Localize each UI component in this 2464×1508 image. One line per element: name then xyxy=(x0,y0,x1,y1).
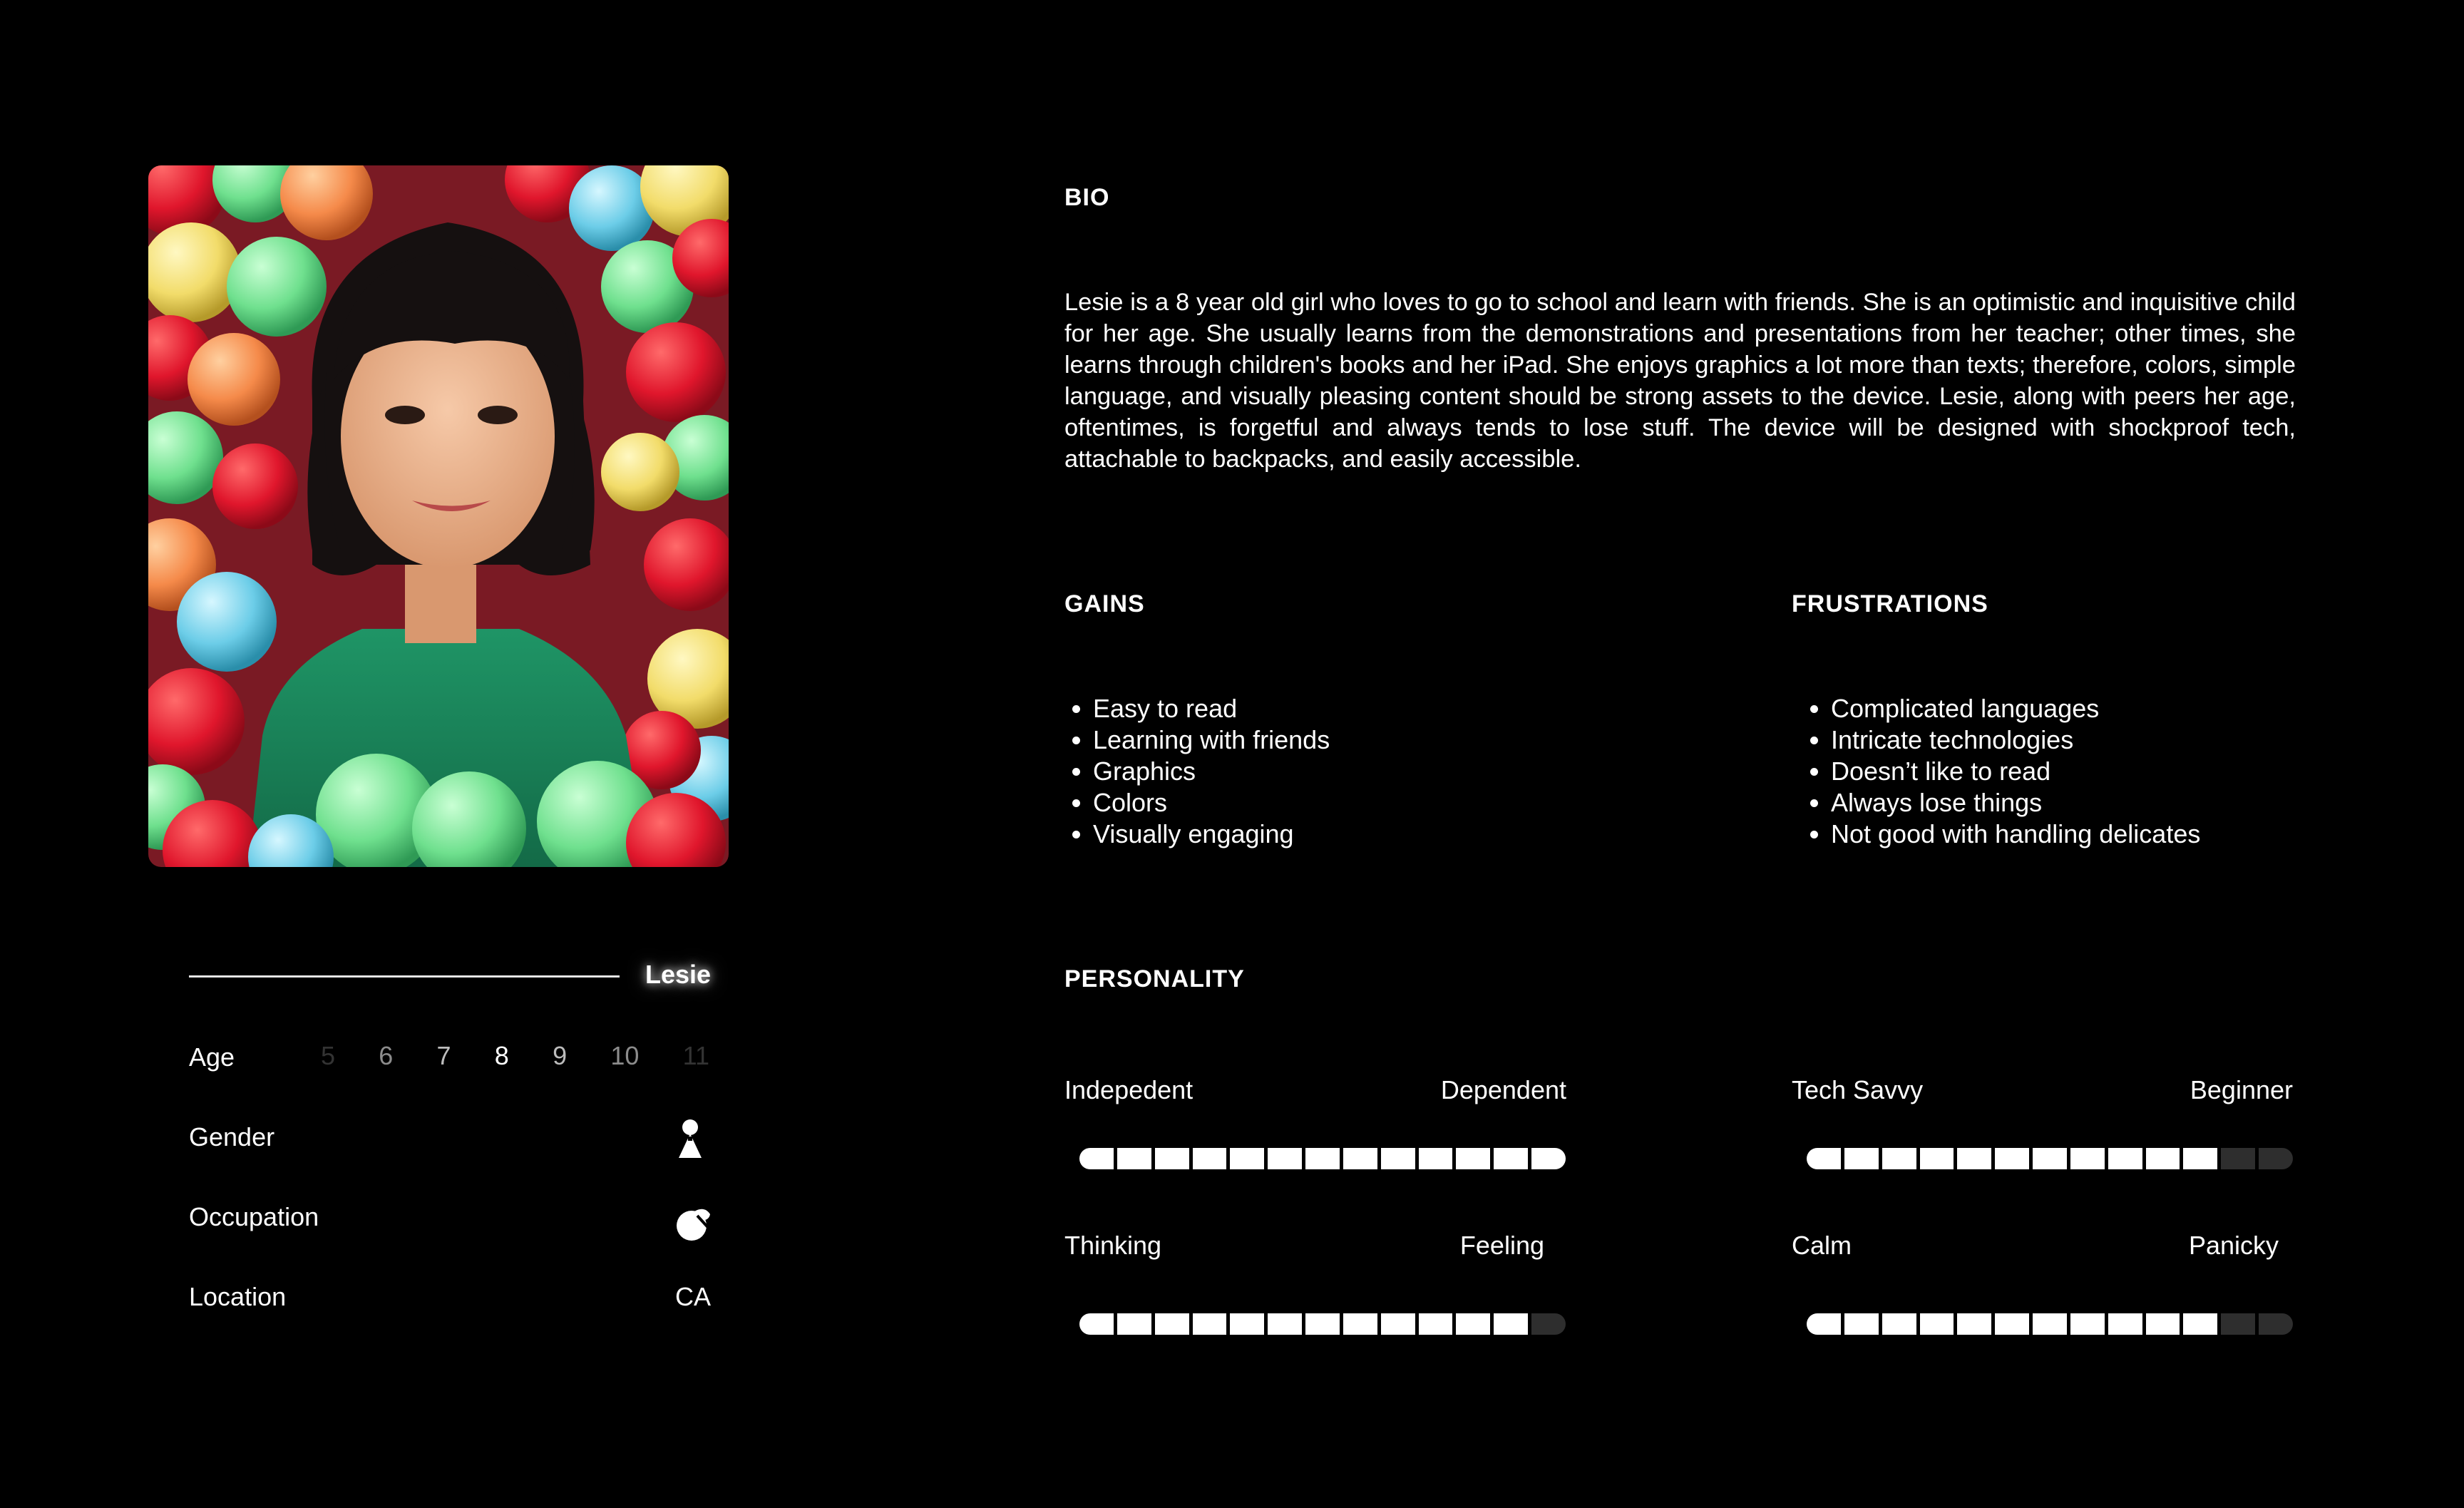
bar-segment-empty xyxy=(1531,1313,1566,1335)
bar-segment-empty xyxy=(2221,1148,2255,1169)
bar-segment-filled xyxy=(1995,1313,2029,1335)
age-option-selected[interactable]: 8 xyxy=(494,1041,509,1070)
bar-segment-filled xyxy=(1494,1313,1528,1335)
bar-segment-filled xyxy=(2146,1148,2180,1169)
bio-heading: BIO xyxy=(1064,184,1110,211)
bar-segment-filled xyxy=(2183,1313,2217,1335)
bar-segment-filled xyxy=(1117,1148,1151,1169)
bar-segment-filled xyxy=(2183,1148,2217,1169)
list-item: • Doesn’t like to read xyxy=(1831,756,2200,787)
trait-bar xyxy=(1807,1313,2293,1335)
bar-segment-filled xyxy=(2033,1148,2067,1169)
bar-segment-filled xyxy=(1995,1148,2029,1169)
trait-right-label: Dependent xyxy=(1440,1075,1566,1104)
age-option[interactable]: 7 xyxy=(436,1041,451,1070)
trait-left-label: Indepedent xyxy=(1064,1075,1194,1104)
gains-heading: GAINS xyxy=(1064,590,1145,617)
bar-segment-filled xyxy=(1155,1313,1189,1335)
age-option[interactable]: 10 xyxy=(610,1041,640,1070)
bar-segment-filled xyxy=(1844,1148,1879,1169)
bar-segment-filled xyxy=(1381,1148,1415,1169)
age-label: Age xyxy=(189,1042,235,1072)
trait-bar xyxy=(1079,1148,1566,1169)
bar-segment-filled xyxy=(1193,1313,1227,1335)
bar-segment-empty xyxy=(2221,1313,2255,1335)
bar-segment-filled xyxy=(1844,1313,1879,1335)
bar-segment-filled xyxy=(1456,1148,1490,1169)
bar-segment-filled xyxy=(1920,1148,1954,1169)
personality-heading: PERSONALITY xyxy=(1064,965,1245,992)
list-item: • Intricate technologies xyxy=(1831,724,2200,756)
bar-segment-filled xyxy=(1807,1313,1841,1335)
frustrations-heading: FRUSTRATIONS xyxy=(1792,590,1988,617)
bar-segment-filled xyxy=(1381,1313,1415,1335)
trait-bar xyxy=(1807,1148,2293,1169)
trait-right-label: Panicky xyxy=(2188,1231,2279,1260)
bar-segment-filled xyxy=(1230,1148,1264,1169)
list-item: • Colors xyxy=(1093,787,1330,819)
bar-segment-filled xyxy=(1882,1148,1916,1169)
list-item: • Visually engaging xyxy=(1093,819,1330,850)
trait-bar xyxy=(1079,1313,1566,1335)
bar-segment-filled xyxy=(1343,1148,1377,1169)
bar-segment-filled xyxy=(1155,1148,1189,1169)
bar-segment-filled xyxy=(1079,1313,1114,1335)
age-option[interactable]: 6 xyxy=(379,1041,394,1070)
bar-segment-filled xyxy=(1305,1148,1340,1169)
bar-segment-filled xyxy=(1957,1313,1991,1335)
apple-icon xyxy=(673,1204,713,1241)
occupation-label: Occupation xyxy=(189,1202,319,1231)
list-item: • Graphics xyxy=(1093,756,1330,787)
bio-text: Lesie is a 8 year old girl who loves to go to school and learn with friends. She is an optimistic and inquisitive child for her age. She usually learns from the demonstrations and presentations from her teacher; other times, she learns through children's books and her iPad. She enjoys graphics a lot more than texts; therefore, colors, simple language, and visually pleasing content should be strong assets to the device. Lesie, along with peers her age, oftentimes, is forgetful and always tends to lose stuff. The device will be designed with shockproof tech, attachable to backpacks, and easily accessible. xyxy=(1064,289,2296,473)
list-item: • Always lose things xyxy=(1831,787,2200,819)
bar-segment-filled xyxy=(1268,1148,1302,1169)
bar-segment-filled xyxy=(2033,1313,2067,1335)
bar-segment-filled xyxy=(1079,1148,1114,1169)
bar-segment-empty xyxy=(2259,1313,2293,1335)
gains-list xyxy=(1064,693,1330,850)
name-divider xyxy=(189,975,620,978)
age-option[interactable]: 9 xyxy=(553,1041,568,1070)
bar-segment-filled xyxy=(1419,1313,1453,1335)
bar-segment-filled xyxy=(1957,1148,1991,1169)
bar-segment-filled xyxy=(1230,1313,1264,1335)
trait-left-label: Calm xyxy=(1792,1231,1852,1260)
bar-segment-filled xyxy=(1456,1313,1490,1335)
persona-photo xyxy=(148,165,729,867)
bar-segment-filled xyxy=(1531,1148,1566,1169)
bar-segment-filled xyxy=(1117,1313,1151,1335)
list-item: • Complicated languages xyxy=(1831,693,2200,724)
bar-segment-filled xyxy=(1193,1148,1227,1169)
gender-label: Gender xyxy=(189,1122,275,1151)
bar-segment-filled xyxy=(2146,1313,2180,1335)
trait-left-label: Thinking xyxy=(1064,1231,1162,1260)
bar-segment-filled xyxy=(1305,1313,1340,1335)
frustrations-list xyxy=(1802,693,2200,850)
persona-name: Lesie xyxy=(645,960,712,989)
bar-segment-filled xyxy=(1268,1313,1302,1335)
bar-segment-filled xyxy=(1920,1313,1954,1335)
age-selector[interactable] xyxy=(321,1041,709,1077)
bar-segment-filled xyxy=(2108,1148,2142,1169)
bar-segment-filled xyxy=(2108,1313,2142,1335)
age-option[interactable]: 11 xyxy=(682,1041,709,1070)
list-item: • Not good with handling delicates xyxy=(1831,819,2200,850)
bar-segment-filled xyxy=(2070,1148,2105,1169)
bar-segment-filled xyxy=(1419,1148,1453,1169)
list-item: • Learning with friends xyxy=(1093,724,1330,756)
persona-photo-image xyxy=(148,165,729,867)
age-option[interactable]: 5 xyxy=(321,1041,336,1070)
bar-segment-filled xyxy=(1807,1148,1841,1169)
bar-segment-filled xyxy=(1494,1148,1528,1169)
bar-segment-filled xyxy=(1882,1313,1916,1335)
bar-segment-empty xyxy=(2259,1148,2293,1169)
trait-right-label: Beginner xyxy=(2190,1075,2293,1104)
bar-segment-filled xyxy=(2070,1313,2105,1335)
list-item: • Easy to read xyxy=(1093,693,1330,724)
bar-segment-filled xyxy=(1343,1313,1377,1335)
location-value: CA xyxy=(674,1282,711,1311)
location-label: Location xyxy=(189,1282,287,1311)
trait-right-label: Feeling xyxy=(1459,1231,1544,1260)
female-icon xyxy=(676,1119,704,1159)
trait-left-label: Tech Savvy xyxy=(1792,1075,1924,1104)
